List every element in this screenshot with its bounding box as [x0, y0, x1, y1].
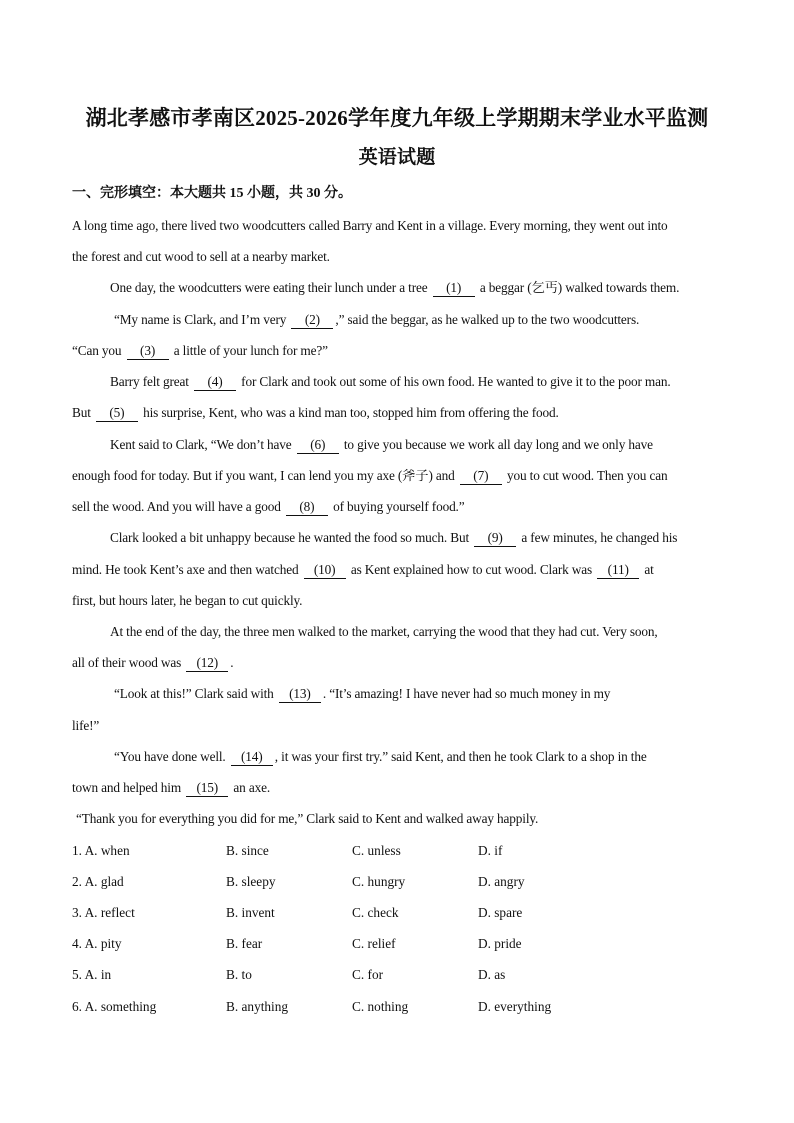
option-3-a[interactable]: 3. A. reflect: [72, 905, 135, 920]
option-6-c[interactable]: C. nothing: [352, 999, 409, 1014]
passage-line: mind. He took Kent’s axe and then watched (10) as Kent explained how to cut wood. Clark was (11) at: [72, 562, 654, 577]
exam-title: 湖北孝感市孝南区2025-2026学年度九年级上学期期末学业水平监测: [85, 106, 709, 130]
option-6-a[interactable]: 6. A. something: [72, 999, 157, 1014]
option-row-4: [72, 934, 672, 954]
exam-subtitle: 英语试题: [358, 147, 436, 168]
option-2-b[interactable]: B. sleepy: [226, 874, 276, 889]
passage-line: Clark looked a bit unhappy because he wanted the food so much. But (9) a few minutes, he changed his: [110, 530, 678, 545]
blank-15[interactable]: (15): [186, 780, 228, 797]
passage-line: all of their wood was (12) .: [72, 655, 234, 670]
blank-11[interactable]: (11): [597, 562, 639, 579]
option-5-b[interactable]: B. to: [226, 967, 252, 982]
option-3-d[interactable]: D. spare: [478, 905, 523, 920]
option-2-c[interactable]: C. hungry: [352, 874, 406, 889]
passage-line: first, but hours later, he began to cut quickly.: [72, 593, 303, 608]
passage-line: the forest and cut wood to sell at a nearby market.: [72, 249, 330, 264]
option-5-d[interactable]: D. as: [478, 967, 506, 982]
option-1-a[interactable]: 1. A. when: [72, 843, 130, 858]
passage-line: “You have done well. (14) , it was your first try.” said Kent, and then he took Clark to a shop in the: [114, 749, 647, 764]
option-row-5: [72, 965, 672, 985]
blank-9[interactable]: (9): [474, 530, 516, 547]
option-row-3: [72, 903, 672, 923]
passage-line: town and helped him (15) an axe.: [72, 780, 270, 795]
passage-line: But (5) his surprise, Kent, who was a kind man too, stopped him from offering the food.: [72, 405, 559, 420]
passage-line: “Can you (3) a little of your lunch for me?”: [72, 343, 328, 358]
passage-line: “Thank you for everything you did for me,” Clark said to Kent and walked away happily.: [76, 811, 539, 826]
blank-3[interactable]: (3): [127, 343, 169, 360]
passage-line: sell the wood. And you will have a good (8) of buying yourself food.”: [72, 499, 465, 514]
option-4-a[interactable]: 4. A. pity: [72, 936, 122, 951]
option-5-c[interactable]: C. for: [352, 967, 384, 982]
passage-line: At the end of the day, the three men walked to the market, carrying the wood that they had cut. Very soon,: [110, 624, 658, 639]
blank-6[interactable]: (6): [297, 437, 339, 454]
blank-5[interactable]: (5): [96, 405, 138, 422]
blank-12[interactable]: (12): [186, 655, 228, 672]
option-3-c[interactable]: C. check: [352, 905, 399, 920]
option-3-b[interactable]: B. invent: [226, 905, 275, 920]
blank-10[interactable]: (10): [304, 562, 346, 579]
passage-line: “My name is Clark, and I’m very (2) ,” said the beggar, as he walked up to the two woodcutters.: [114, 312, 640, 327]
blank-2[interactable]: (2): [291, 312, 333, 329]
option-2-a[interactable]: 2. A. glad: [72, 874, 124, 889]
blank-1[interactable]: (1): [433, 280, 475, 297]
blank-4[interactable]: (4): [194, 374, 236, 391]
blank-8[interactable]: (8): [286, 499, 328, 516]
option-1-b[interactable]: B. since: [226, 843, 269, 858]
passage-line: Barry felt great (4) for Clark and took out some of his own food. He wanted to give it to the poor man.: [110, 374, 671, 389]
blank-14[interactable]: (14): [231, 749, 273, 766]
passage-line: Kent said to Clark, “We don’t have (6) to give you because we work all day long and we only have: [110, 437, 653, 452]
option-row-1: [72, 841, 672, 861]
passage-line: A long time ago, there lived two woodcutters called Barry and Kent in a village. Every morning, they went out into: [72, 218, 668, 233]
option-4-b[interactable]: B. fear: [226, 936, 263, 951]
option-row-2: [72, 872, 672, 892]
blank-13[interactable]: (13): [279, 686, 321, 703]
option-4-d[interactable]: D. pride: [478, 936, 522, 951]
option-1-c[interactable]: C. unless: [352, 843, 401, 858]
passage-line: enough food for today. But if you want, I can lend you my axe (斧子) and (7) you to cut wood. Then you can: [72, 468, 668, 483]
section-heading: 一、完形填空：本大题共 15 小题，共 30 分。: [72, 186, 352, 201]
option-6-d[interactable]: D. everything: [478, 999, 552, 1014]
blank-7[interactable]: (7): [460, 468, 502, 485]
option-row-6: [72, 997, 672, 1017]
passage-line: “Look at this!” Clark said with (13) . “It’s amazing! I have never had so much money in my: [114, 686, 611, 701]
passage-line: One day, the woodcutters were eating their lunch under a tree (1) a beggar (乞丐) walked towards them.: [110, 280, 680, 295]
option-5-a[interactable]: 5. A. in: [72, 967, 112, 982]
option-6-b[interactable]: B. anything: [226, 999, 289, 1014]
option-4-c[interactable]: C. relief: [352, 936, 396, 951]
option-1-d[interactable]: D. if: [478, 843, 503, 858]
passage-line: life!”: [72, 718, 100, 733]
option-2-d[interactable]: D. angry: [478, 874, 525, 889]
